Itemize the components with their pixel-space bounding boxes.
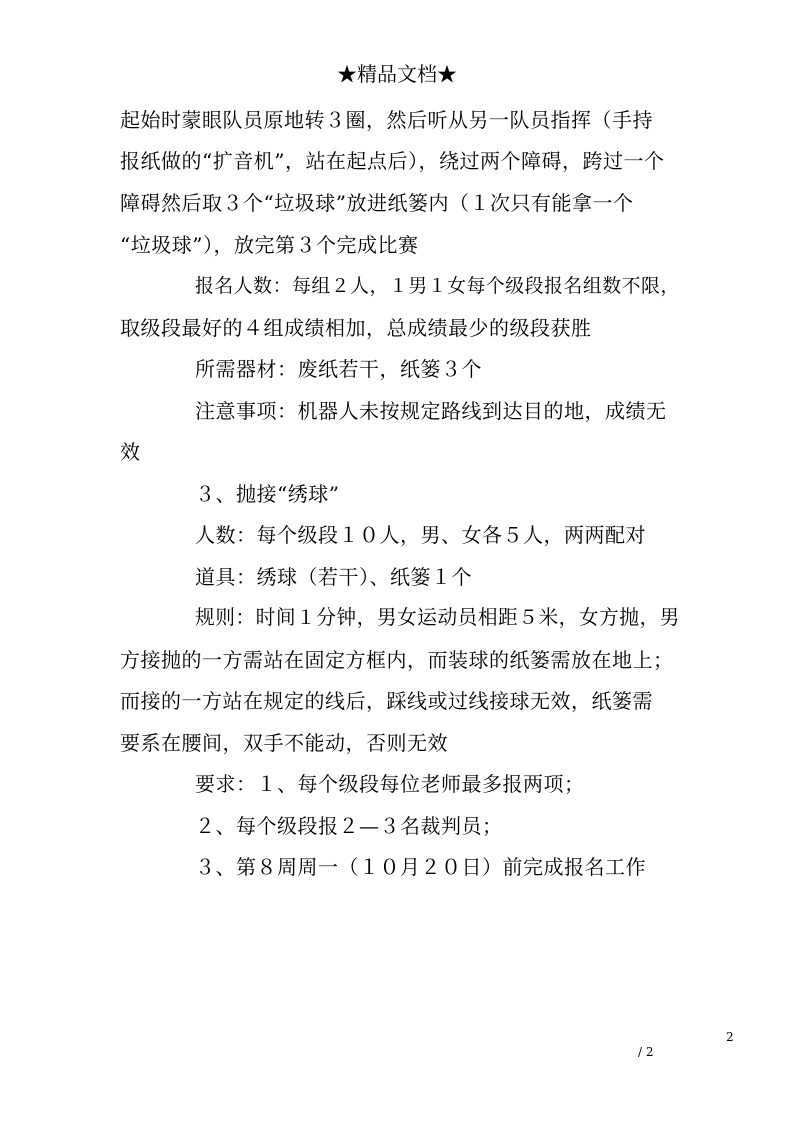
text-line: 人数：每个级段１０人，男、女各５人，两两配对 (195, 523, 646, 547)
text-line: 障碍然后取３个“垃圾球”放进纸篓内（１次只有能拿一个 (120, 191, 634, 215)
text-line: 所需器材：废纸若干，纸篓３个 (195, 357, 482, 381)
text-line: 方接抛的一方需站在固定方框内，而装球的纸篓需放在地上； (120, 648, 674, 672)
text-line: ３、第８周周一（１０月２０日）前完成报名工作 (195, 855, 646, 879)
text-line: 道具：绣球（若干）、纸篓１个 (195, 565, 472, 589)
text-line: 要求：１、每个级段每位老师最多报两项； (195, 772, 585, 796)
text-line: 取级段最好的４组成绩相加，总成绩最少的级段获胜 (120, 316, 592, 340)
page-count: / 2 (638, 1045, 654, 1059)
text-line: 规则：时间１分钟，男女运动员相距５米，女方抛，男 (195, 606, 680, 629)
page-number: 2 (726, 1030, 734, 1044)
text-line: 报纸做的“扩音机”，站在起点后），绕过两个障碍，跨过一个 (120, 149, 665, 173)
text-line: ２、每个级段报２—３名裁判员； (195, 814, 503, 838)
document-header-title: ★精品文档★ (337, 62, 457, 86)
text-line: “垃圾球”），放完第３个完成比赛 (120, 233, 419, 257)
text-line: 注意事项：机器人未按规定路线到达目的地，成绩无 (195, 399, 667, 423)
text-line: 报名人数：每组２人，１男１女每个级段报名组数不限， (195, 275, 680, 297)
text-line: 要系在腰间，双手不能动，否则无效 (120, 731, 448, 755)
text-line: 起始时蒙眼队员原地转３圈，然后听从另一队员指挥（手持 (120, 108, 653, 132)
section-heading: ３、抛接“绣球” (195, 482, 340, 506)
text-line: 而接的一方站在规定的线后，踩线或过线接球无效，纸篓需 (120, 689, 653, 713)
text-line: 效 (120, 440, 141, 464)
